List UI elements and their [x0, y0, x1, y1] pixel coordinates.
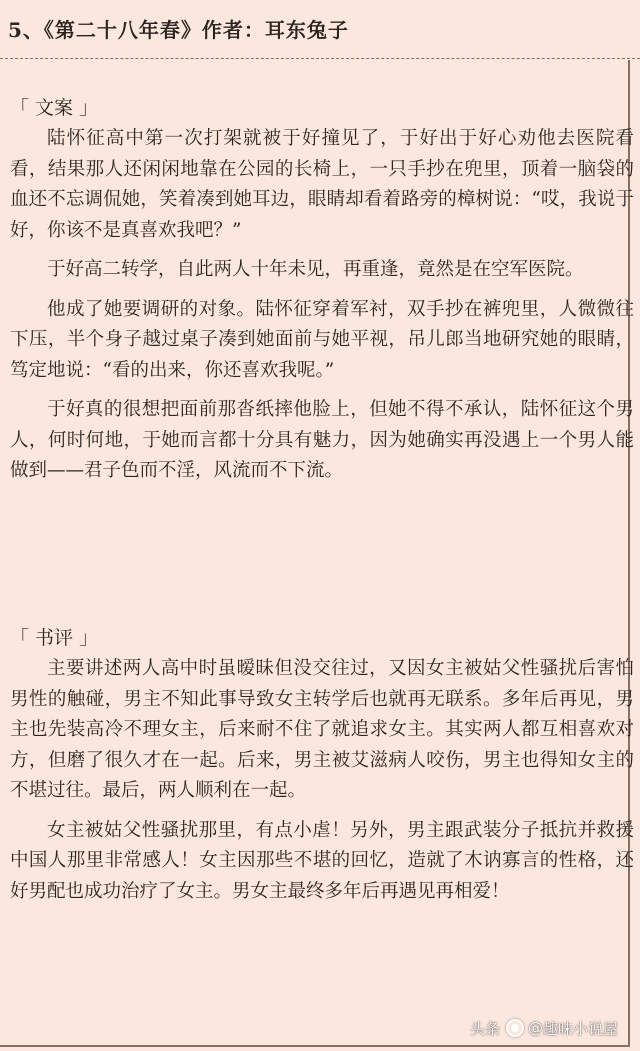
watermark-name: 趣味小说屋: [542, 1019, 618, 1038]
section-heading: 「 书评 」: [10, 627, 99, 649]
section-synopsis: [10, 92, 634, 496]
watermark-prefix: 头条: [469, 1019, 500, 1038]
paragraph: 他成了她要调研的对象。陆怀征穿着军衬，双手抄在裤兜里，人微微往下压，半个身子越过桌子凑到她面前与她平视，吊儿郎当地研究她的眼睛，笃定地说：“看的出来，你还喜欢我呢。”: [10, 298, 634, 381]
title-divider: [0, 58, 640, 59]
section-heading: 「 文案 」: [10, 97, 99, 119]
watermark: [470, 1013, 618, 1043]
paragraph: 于好真的很想把面前那沓纸摔他脸上，但她不得不承认，陆怀征这个男人，何时何地，于她而言都十分具有魅力，因为她确实再没遇上一个男人能做到——君子色而不淫，风流而不下流。: [10, 399, 634, 481]
watermark-at: @: [527, 1019, 543, 1037]
page-title: 5、《第二十八年春》作者：耳东兔子: [8, 18, 349, 42]
paragraph: 女主被姑父性骚扰那里，有点小虐！另外，男主跟武装分子抵抗并救援中国人那里非常感人！女主因那些不堪的回忆，造就了木讷寡言的性格，还好男配也成功治疗了女主。男女主最终多年后再遇见再相爱！: [10, 819, 634, 902]
paragraph: 陆怀征高中第一次打架就被于好撞见了，于好出于好心劝他去医院看看，结果那人还闲闲地靠在公园的长椅上，一只手抄在兜里，顶着一脑袋的血还不忘调侃她，笑着凑到她耳边，眼睛却看着路旁的樟树说：“哎，我说于好，你该不是真喜欢我吧？”: [10, 128, 634, 241]
title-bar: [0, 0, 640, 58]
circle-logo-icon: [506, 1019, 524, 1037]
section-review: [10, 622, 634, 916]
paragraph: 主要讲述两人高中时虽暧昧但没交往过，又因女主被姑父性骚扰后害怕男性的触碰，男主不知此事导致女主转学后也就再无联系。多年后再见，男主也先装高冷不理女主，后来耐不住了就追求女主。其实两人都互相喜欢对方，但磨了很久才在一起。后来，男主被艾滋病人咬伤，男主也得知女主的不堪过往。最后，两人顺利在一起。: [10, 658, 634, 801]
paragraph: 于好高二转学，自此两人十年未见，再重逢，竟然是在空军医院。: [47, 259, 584, 280]
